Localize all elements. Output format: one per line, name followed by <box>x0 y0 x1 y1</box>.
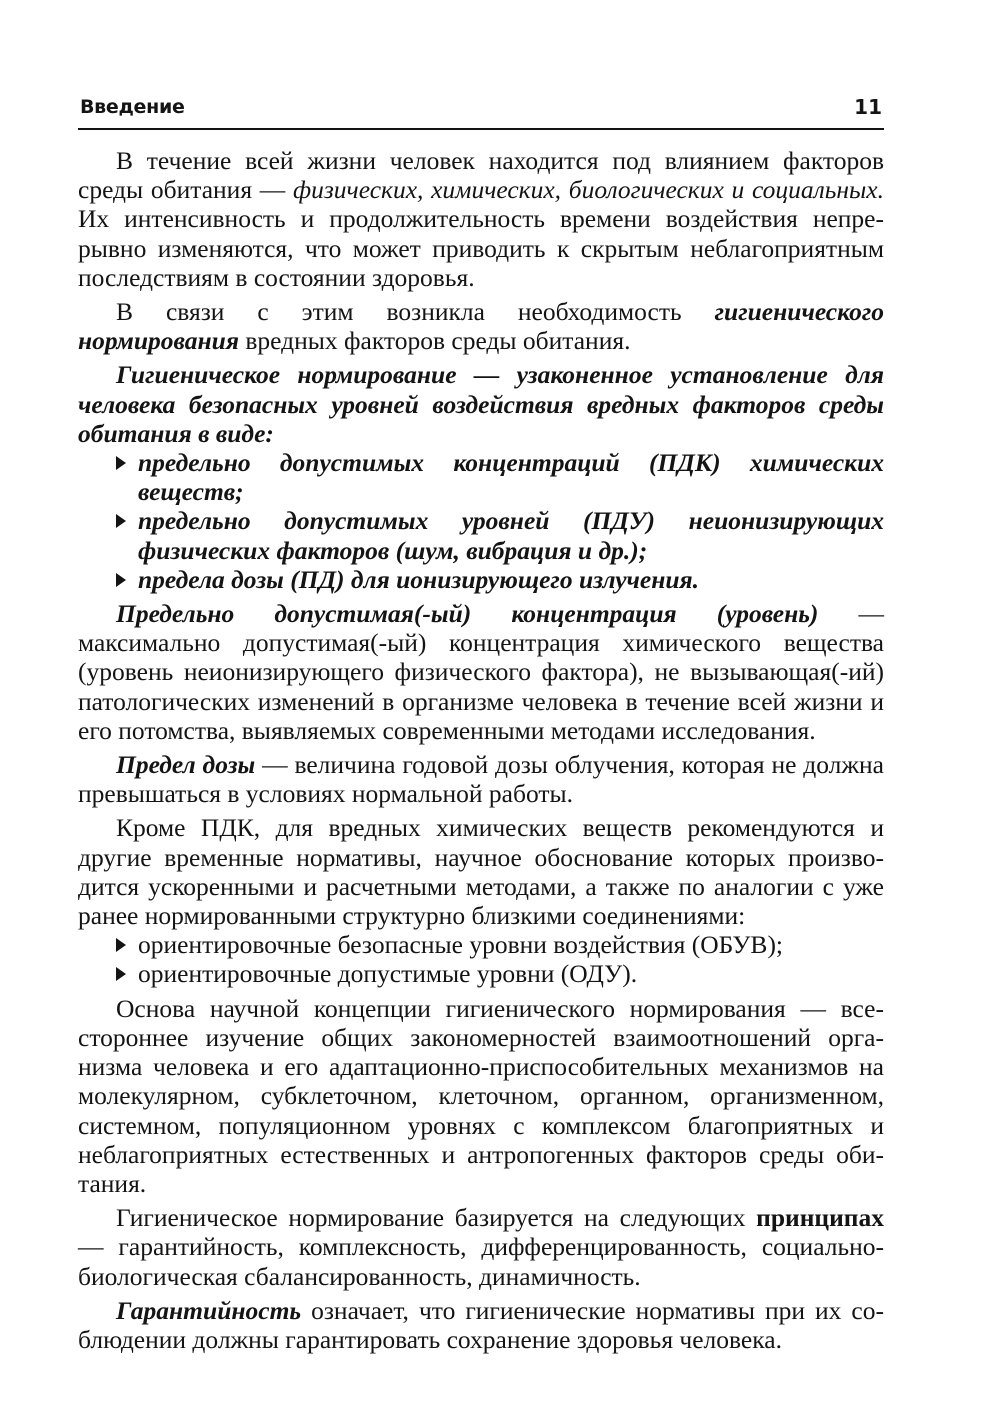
norms-list <box>78 448 884 594</box>
paragraph-text: — величина годовой дозы облучения, которая не должна превышаться в условиях нормальной работы. <box>78 750 884 809</box>
page-header <box>78 92 884 130</box>
principles-term: принципах <box>756 1203 884 1233</box>
paragraph-text: вредных факторов среды обитания. <box>238 326 631 356</box>
temporary-norms-list <box>78 930 884 988</box>
paragraph-text: Кроме ПДК, для вредных химических веществ рекомендуются и другие временные нормативы, научное обоснование которых производится ускоренными и расчетными методами, а также по аналогии с уже ранее нормированными структурно близкими соединениями: <box>78 813 884 931</box>
paragraph-pdk-definition <box>78 599 884 745</box>
paragraph-guarantee <box>78 1296 884 1354</box>
paragraph-text: — гарантийность, комплексность, дифференцированность, социально-биологическая сбалансированность, динамичность. <box>78 1232 884 1291</box>
paragraph-principles <box>78 1203 884 1291</box>
definition-text: Гигиеническое нормирование — узаконенное установление для человека безопасных уровней воздействия вредных факторов среды обитания в виде: <box>78 360 884 448</box>
paragraph-temporary-norms <box>78 813 884 930</box>
page-body <box>78 146 884 1354</box>
paragraph-environment-factors <box>78 146 884 292</box>
hygienic-norming-term: гигиенического нормирования <box>78 297 884 356</box>
paragraph-text: В течение всей жизни человек находится под влиянием факторов среды обитания — <box>78 146 884 205</box>
paragraph-definition <box>78 360 884 448</box>
paragraph-concept <box>78 994 884 1198</box>
dose-limit-term: Предел дозы <box>116 750 256 780</box>
paragraph-text: В связи с этим возникла необходимость <box>116 297 715 327</box>
list-item: ориентировочные допустимые уровни (ОДУ). <box>78 959 884 988</box>
triangle-bullet-icon <box>116 456 126 470</box>
list-item: предельно допустимых концентраций (ПДК) химических веществ; <box>78 448 884 506</box>
pdk-term: Предельно допустимая(-ый) концентрация (уровень) <box>116 599 819 629</box>
page-number: 11 <box>854 95 882 119</box>
list-item: предела дозы (ПД) для ионизирующего излучения. <box>78 565 884 594</box>
factor-types-italic: физических, химических, биологических и социальных. <box>293 175 884 205</box>
triangle-bullet-icon <box>116 573 126 587</box>
guarantee-term: Гарантийность <box>116 1295 302 1325</box>
paragraph-dose-limit <box>78 750 884 808</box>
paragraph-text: означает, что гигиенические нормативы при их соблюдении должны гарантировать сохранение здоровья человека. <box>78 1295 884 1354</box>
triangle-bullet-icon <box>116 967 126 981</box>
triangle-bullet-icon <box>116 938 126 952</box>
section-title: Введение <box>80 96 185 118</box>
paragraph-text: Основа научной концепции гигиенического нормирования — всестороннее изучение общих закономерностей взаимоотношений организма человека и его адаптационно-приспособительных механизмов на молекулярном, субклеточном, клеточном, органном, организменном, системном, популяционном уровнях с комплексом благоприятных и неблагоприятных естественных и антропогенных факторов среды обитания. <box>78 993 884 1198</box>
paragraph-necessity <box>78 297 884 355</box>
paragraph-text: — максимально допустимая(-ый) концентрация химического вещества (уровень неионизирующего физического фактора), не вызывающая(-ий) патологических изменений в организме человека в течение всей жизни и его потомства, выявляемых современными методами исследования. <box>78 599 885 745</box>
triangle-bullet-icon <box>116 514 126 528</box>
list-item: предельно допустимых уровней (ПДУ) неионизирующих физических факторов (шум, вибрация и др.); <box>78 506 884 564</box>
list-item: ориентировочные безопасные уровни воздействия (ОБУВ); <box>78 930 884 959</box>
paragraph-text: Гигиеническое нормирование базируется на следующих <box>116 1203 757 1233</box>
paragraph-text: Их интенсивность и продолжительность времени воздействия непрерывно изменяются, что может приводить к скрытым неблагоприятным последствиям в состоянии здоровья. <box>78 204 884 292</box>
